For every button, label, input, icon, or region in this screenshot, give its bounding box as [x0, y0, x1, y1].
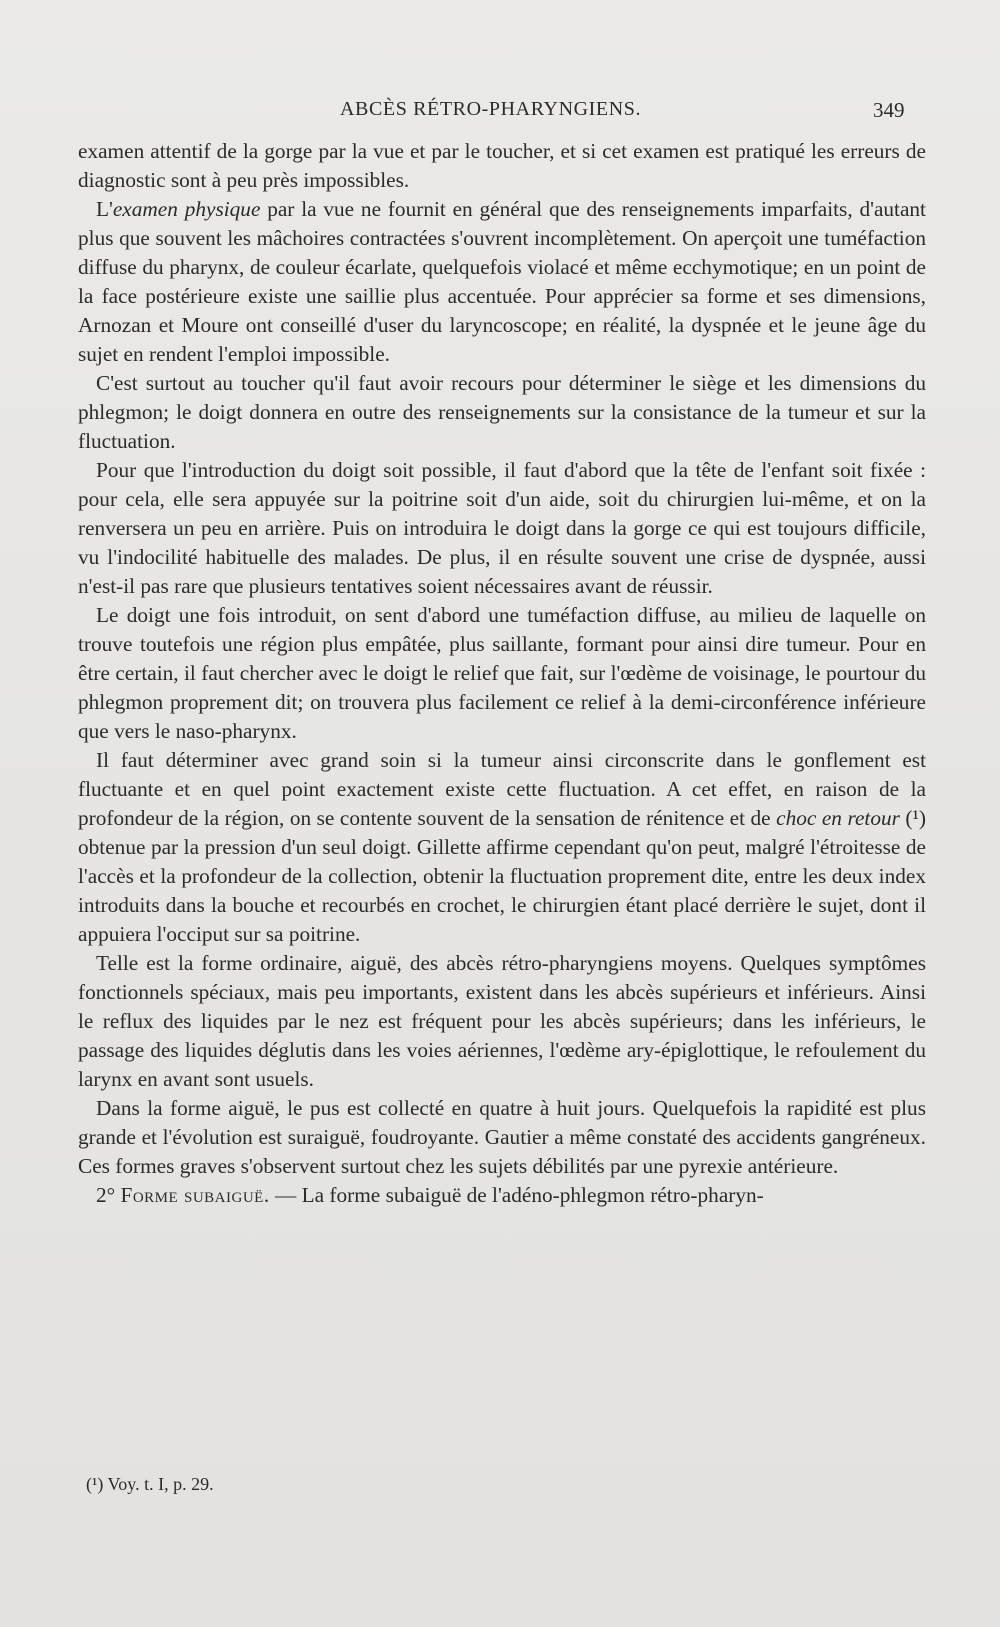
p9-number: 2° — [96, 1183, 116, 1207]
page-header — [0, 98, 1000, 128]
p6-rest: (¹) obtenue par la pression d'un seul doigt. Gillette affirme cependant qu'on peut, malgré l'étroitesse de l'accès et la profondeur de la collection, obtenir la fluctuation proprement dite, entre les deux index introduits dans la bouche et recourbés en crochet, le chirurgien étant placé derrière le sujet, dont il appuiera l'occiput sur sa poitrine. — [78, 806, 926, 946]
p9-section-heading: Forme subaiguë. — [120, 1183, 270, 1207]
paragraph-1: examen attentif de la gorge par la vue et par le toucher, et si cet examen est pratiqué les erreurs de diagnostic sont à peu près impossibles. — [78, 139, 926, 192]
paragraph-9 — [78, 1181, 926, 1210]
paragraph-4: Pour que l'introduction du doigt soit possible, il faut d'abord que la tête de l'enfant soit fixée : pour cela, elle sera appuyée sur la poitrine soit d'un aide, soit du chirurgien lui-même, et on la renversera un peu en arrière. Puis on introduira le doigt dans la gorge ce qui est toujours difficile, vu l'indocilité habituelle des malades. De plus, il en résulte souvent une crise de dyspnée, aussi n'est-il pas rare que plusieurs tentatives soient nécessaires avant de réussir. — [78, 458, 926, 598]
p6-pre: Il faut déterminer avec grand soin si la tumeur ainsi circonscrite dans le gonflement est fluctuante et en quel point exactement existe cette fluctuation. A cet effet, en raison de la profondeur de la région, on se contente souvent de la sensation de rénitence et de — [78, 748, 926, 830]
paragraph-8: Dans la forme aiguë, le pus est collecté en quatre à huit jours. Quelquefois la rapidité est plus grande et l'évolution est suraiguë, foudroyante. Gautier a même constaté des accidents gangréneux. Ces formes graves s'observent surtout chez les sujets débilités par une pyrexie antérieure. — [78, 1096, 926, 1178]
p2-italic-examen-physique: examen physique — [112, 197, 261, 221]
p2-rest: par la vue ne fournit en général que des renseignements imparfaits, d'autant plus que souvent les mâchoires contractées s'ouvrent incomplètement. On aperçoit une tuméfaction diffuse du pharynx, de couleur écarlate, quelquefois violacé et même ecchymotique; en un point de la face postérieure existe une saillie plus accentuée. Pour apprécier sa forme et ses dimensions, Arnozan et Moure ont conseillé d'user du laryncoscope; en réalité, la dyspnée et le jeune âge du sujet en rendent l'emploi impossible. — [78, 197, 926, 366]
paragraph-6 — [78, 746, 926, 949]
p2-pre: L' — [96, 197, 113, 221]
paragraph-7: Telle est la forme ordinaire, aiguë, des abcès rétro-pharyngiens moyens. Quelques symptômes fonctionnels spéciaux, mais peu importants, existent dans les abcès supérieurs et inférieurs. Ainsi le reflux des liquides par le nez est fréquent pour les abcès supérieurs; dans les inférieurs, le passage des liquides déglutis dans les voies aériennes, l'œdème ary-épiglottique, le refoulement du larynx en avant sont usuels. — [78, 951, 926, 1091]
paragraph-3: C'est surtout au toucher qu'il faut avoir recours pour déterminer le siège et les dimensions du phlegmon; le doigt donnera en outre des renseignements sur la consistance de la tumeur et sur la fluctuation. — [78, 371, 926, 453]
p9-rest: — La forme subaiguë de l'adéno-phlegmon rétro-pharyn- — [269, 1183, 764, 1207]
footnote: (¹) Voy. t. I, p. 29. — [86, 1474, 214, 1494]
page-number: 349 — [873, 98, 905, 122]
p6-italic-choc-en-retour: choc en retour — [776, 806, 900, 830]
body-text — [78, 137, 926, 1210]
running-title: ABCÈS RÉTRO-PHARYNGIENS. — [340, 98, 642, 120]
paragraph-2 — [78, 195, 926, 369]
paragraph-5: Le doigt une fois introduit, on sent d'abord une tuméfaction diffuse, au milieu de laquelle on trouve toutefois une région plus empâtée, plus saillante, formant pour ainsi dire tumeur. Pour en être certain, il faut chercher avec le doigt le relief que fait, sur l'œdème de voisinage, le pourtour du phlegmon proprement dit; on trouvera plus facilement ce relief à la demi-circonférence inférieure que vers le naso-pharynx. — [78, 603, 926, 743]
